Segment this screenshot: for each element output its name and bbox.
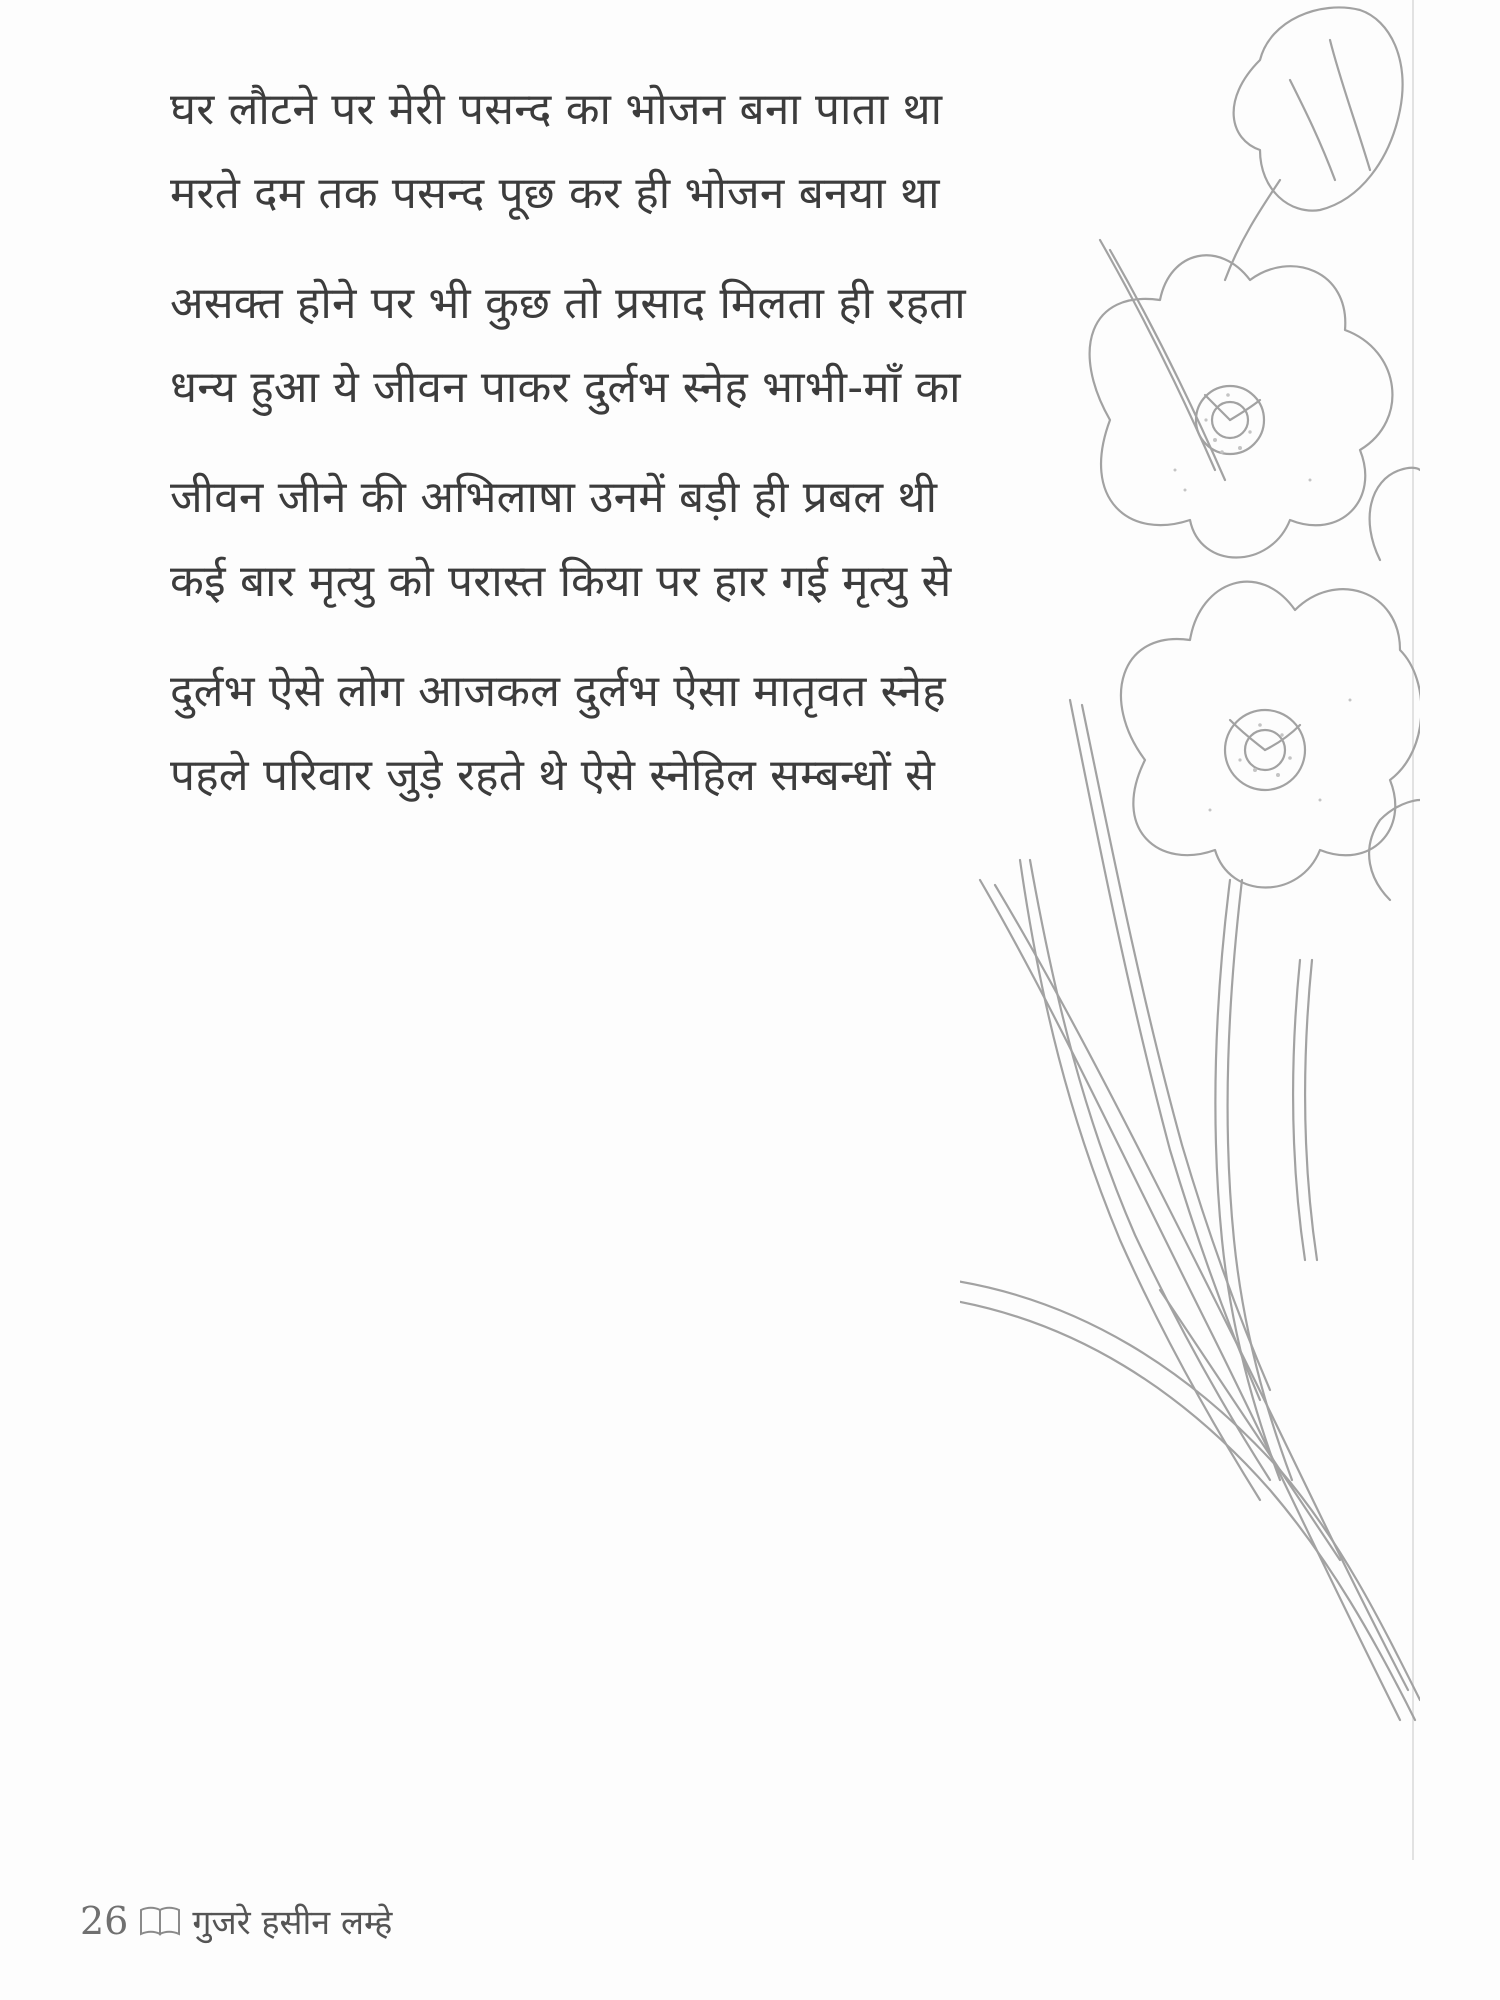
daffodil-flowers-illustration	[960, 0, 1420, 1860]
stanza-1	[170, 84, 970, 219]
poem-line: जीवन जीने की अभिलाषा उनमें बड़ी ही प्रबल थी	[170, 472, 938, 523]
poem-line: मरते दम तक पसन्द पूछ कर ही भोजन बनया था	[170, 168, 940, 219]
page-footer	[80, 1898, 392, 1944]
open-book-icon	[138, 1904, 182, 1938]
poem-line: दुर्लभ ऐसे लोग आजकल दुर्लभ ऐसा मातृवत स्नेह	[170, 666, 946, 717]
stanza-3	[170, 472, 970, 607]
poem-line: असक्त होने पर भी कुछ तो प्रसाद मिलता ही रहता	[170, 278, 966, 329]
stanza-2	[170, 278, 970, 413]
page-number: 26	[80, 1899, 129, 1943]
stanza-4	[170, 666, 970, 801]
poem-body	[170, 84, 970, 864]
poem-line: कई बार मृत्यु को परास्त किया पर हार गई मृत्यु से	[170, 556, 952, 607]
poem-line: पहले परिवार जुड़े रहते थे ऐसे स्नेहिल सम्बन्धों से	[170, 750, 936, 801]
poem-line: घर लौटने पर मेरी पसन्द का भोजन बना पाता था	[170, 84, 943, 135]
book-title: गुजरे हसीन लम्हे	[192, 1903, 393, 1943]
poem-line: धन्य हुआ ये जीवन पाकर दुर्लभ स्नेह भाभी-माँ का	[170, 362, 961, 413]
